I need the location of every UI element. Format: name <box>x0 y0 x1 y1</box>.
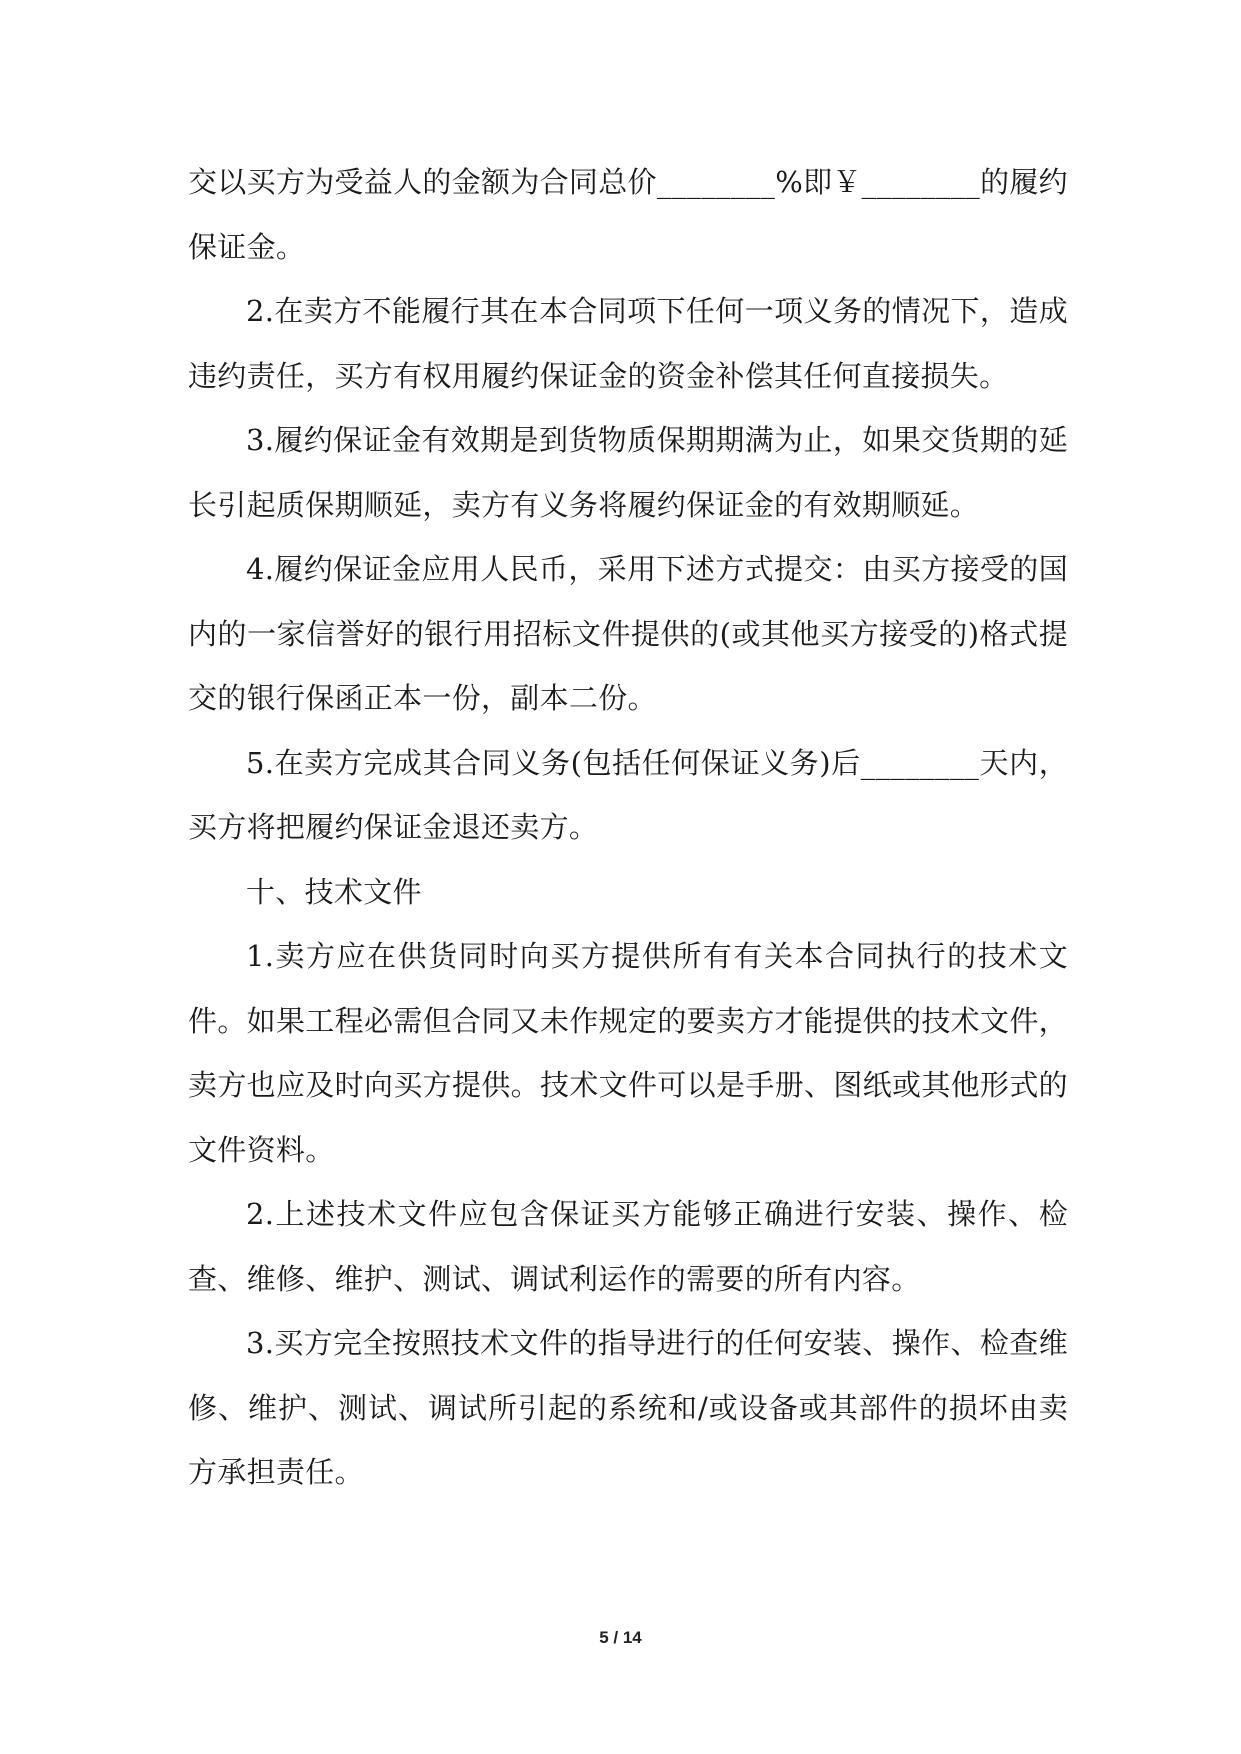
paragraph-clause-2: 2.在卖方不能履行其在本合同项下任何一项义务的情况下，造成违约责任，买方有权用履约保证金的资金补偿其任何直接损失。 <box>188 294 1068 393</box>
paragraph-tech-clause-2: 2.上述技术文件应包含保证买方能够正确进行安装、操作、检查、维修、维护、测试、调试利运作的需要的所有内容。 <box>188 1197 1068 1296</box>
paragraph-tech-clause-1: 1.卖方应在供货同时向买方提供所有有关本合同执行的技术文件。如果工程必需但合同又未作规定的要卖方才能提供的技术文件，卖方也应及时向买方提供。技术文件可以是手册、图纸或其他形式的文件资料。 <box>188 939 1068 1167</box>
document-body <box>188 150 1068 1505</box>
paragraph-clause-4: 4.履约保证金应用人民币，采用下述方式提交：由买方接受的国内的一家信誉好的银行用招标文件提供的(或其他买方接受的)格式提交的银行保函正本一份，副本二份。 <box>188 552 1068 715</box>
paragraph-clause-5: 5.在卖方完成其合同义务(包括任何保证义务)后________天内，买方将把履约保证金退还卖方。 <box>188 745 1068 844</box>
paragraph-continuation: 交以买方为受益人的金额为合同总价________%即￥________的履约保证金。 <box>188 165 1068 264</box>
paragraph-tech-clause-3: 3.买方完全按照技术文件的指导进行的任何安装、操作、检查维修、维护、测试、调试所引起的系统和/或设备或其部件的损坏由卖方承担责任。 <box>188 1326 1068 1489</box>
section-heading-technical-documents: 十、技术文件 <box>246 874 422 909</box>
paragraph-clause-3: 3.履约保证金有效期是到货物质保期期满为止，如果交货期的延长引起质保期顺延，卖方有义务将履约保证金的有效期顺延。 <box>188 423 1068 522</box>
page-number: 5 / 14 <box>599 1628 642 1647</box>
